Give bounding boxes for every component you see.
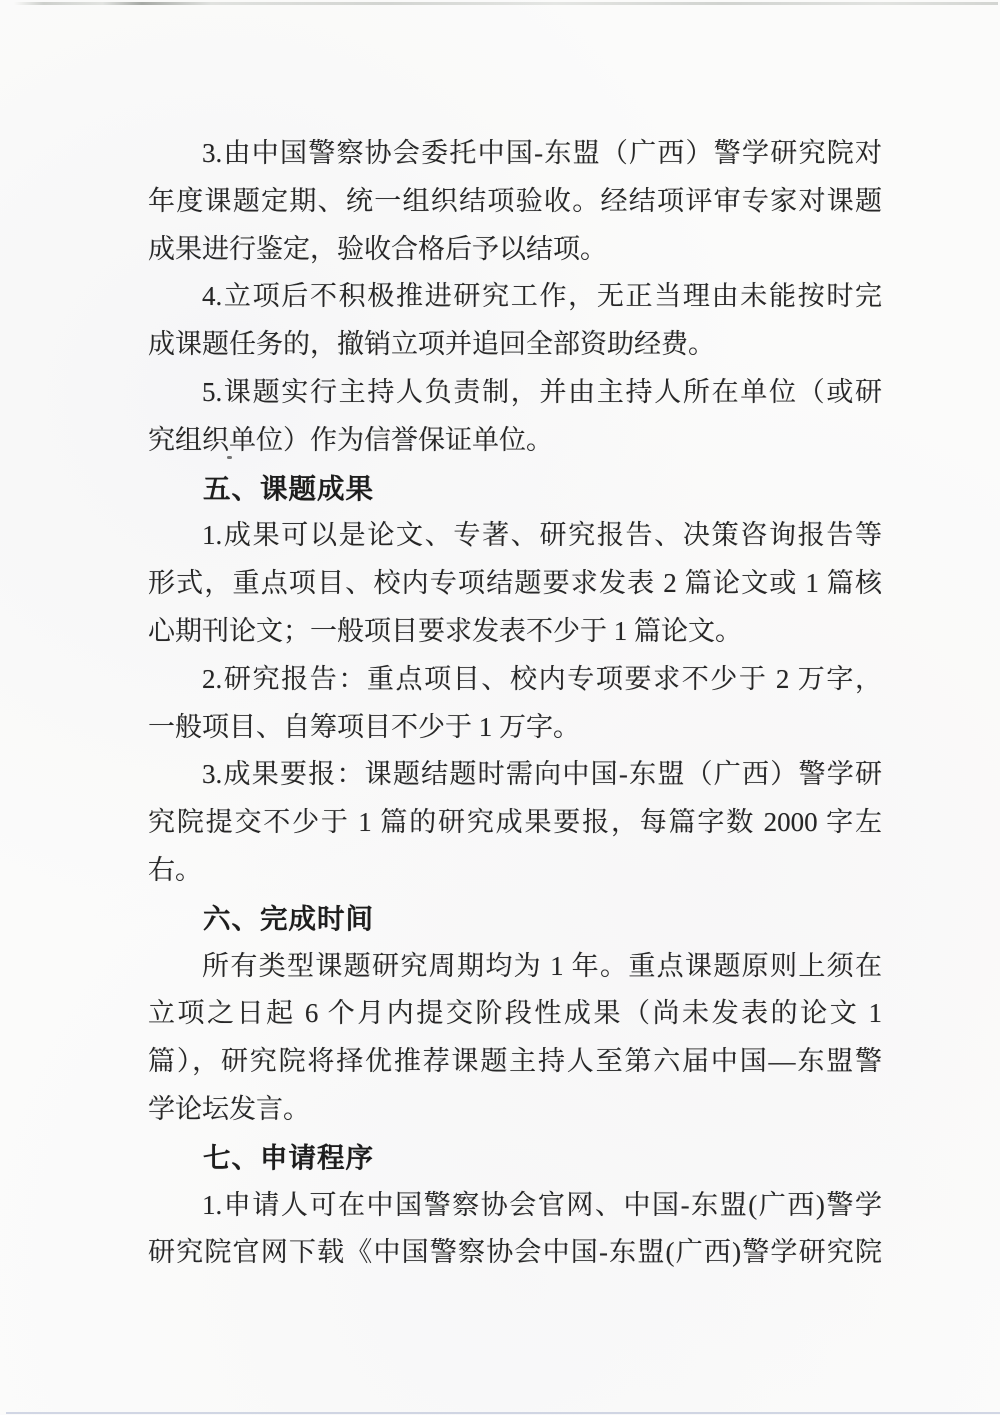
paragraph	[148, 512, 882, 655]
section-continued-items	[148, 130, 882, 465]
scan-artifact-bottom-line	[6, 1412, 1000, 1414]
paragraph	[148, 751, 882, 894]
text-line: 篇），研究院将择优推荐课题主持人至第六届中国—东盟警	[148, 1046, 882, 1077]
text-line: 4.立项后不积极推进研究工作，无正当理由未能按时完	[202, 281, 882, 312]
text-line: 形式，重点项目、校内专项结题要求发表 2 篇论文或 1 篇核	[148, 568, 882, 599]
section-heading: 五、课题成果	[203, 472, 374, 504]
text-line: 成课题任务的，撤销立项并追回全部资助经费。	[148, 329, 715, 360]
text-line: 究院提交不少于 1 篇的研究成果要报，每篇字数 2000 字左	[148, 807, 882, 838]
text-line: 立项之日起 6 个月内提交阶段性成果（尚未发表的论文 1	[148, 998, 882, 1029]
scan-artifact-top-line	[14, 2, 998, 5]
text-line: 研究院官网下载《中国警察协会中国-东盟(广西)警学研究院	[148, 1237, 882, 1268]
paragraph	[148, 943, 882, 1134]
paragraph	[148, 1182, 882, 1278]
paragraph	[148, 369, 882, 465]
paragraph	[148, 656, 882, 752]
text-line: 学论坛发言。	[148, 1093, 310, 1124]
paragraph	[148, 273, 882, 369]
text-line: 3.由中国警察协会委托中国-东盟（广西）警学研究院对	[202, 138, 882, 168]
text-line: 成果进行鉴定，验收合格后予以结项。	[148, 233, 607, 264]
text-line: 1.申请人可在中国警察协会官网、中国-东盟(广西)警学	[202, 1189, 882, 1220]
section-heading: 七、申请程序	[203, 1141, 374, 1173]
section-heading: 六、完成时间	[203, 902, 374, 934]
section-application-procedure	[148, 1134, 882, 1277]
text-line: 1.成果可以是论文、专著、研究报告、决策咨询报告等	[202, 520, 882, 551]
text-line: 究组织单位）作为信誉保证单位。	[148, 424, 553, 455]
document-body	[148, 130, 882, 1277]
text-line: 一般项目、自筹项目不少于 1 万字。	[148, 711, 580, 742]
text-line: 所有类型课题研究周期均为 1 年。重点课题原则上须在	[202, 950, 882, 981]
section-research-outcomes	[148, 465, 882, 895]
text-line: 5.课题实行主持人负责制，并由主持人所在单位（或研	[202, 376, 882, 407]
text-line: 年度课题定期、统一组织结项验收。经结项评审专家对课题	[148, 185, 882, 216]
text-line: 心期刊论文；一般项目要求发表不少于 1 篇论文。	[148, 615, 742, 646]
section-completion-time	[148, 895, 882, 1134]
text-line: 2.研究报告：重点项目、校内专项要求不少于 2 万字，	[202, 663, 882, 694]
text-line: 3.成果要报：课题结题时需向中国-东盟（广西）警学研	[202, 759, 882, 790]
text-line: 右。	[148, 854, 202, 885]
paragraph	[148, 130, 882, 273]
